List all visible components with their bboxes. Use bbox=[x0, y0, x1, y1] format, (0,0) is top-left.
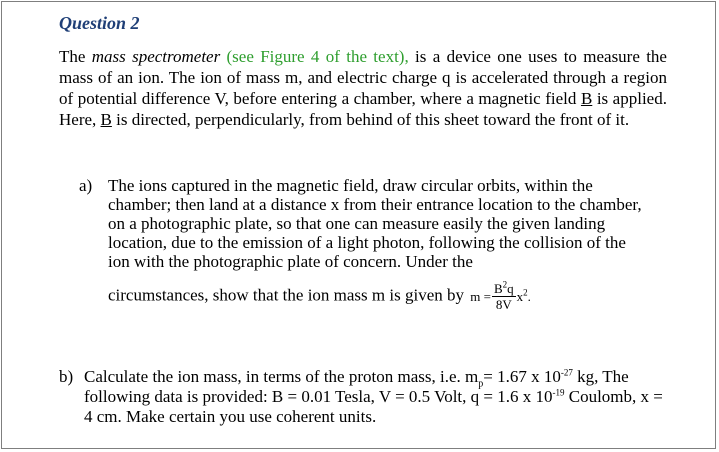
formula-tail bbox=[517, 286, 531, 307]
intro-term: mass spectrometer bbox=[91, 47, 221, 66]
part-b-text-2: = 1.67 x 10 bbox=[483, 367, 561, 386]
intro-paragraph bbox=[59, 46, 667, 130]
formula-denominator: 8V bbox=[495, 297, 512, 312]
formula-fraction bbox=[492, 281, 516, 312]
part-a-lead: circumstances, show that the ion mass m is given by bbox=[108, 285, 469, 305]
tail-exponent: 2 bbox=[523, 287, 528, 298]
numerator-base: B bbox=[493, 281, 503, 296]
mass-formula bbox=[470, 281, 531, 312]
numerator-tail: q bbox=[507, 281, 514, 296]
formula-lhs: m = bbox=[470, 289, 491, 304]
formula-end: . bbox=[527, 289, 531, 304]
tail-base: x bbox=[516, 289, 524, 304]
numerator-exponent: 2 bbox=[502, 279, 508, 290]
figure-reference: (see Figure 4 of the text), bbox=[220, 47, 409, 66]
intro-text-2: is a device one uses to measure the mass of an ion. The ion of mass m, and electric charge q is accelerated through a region of potential difference V, before entering a chamber, where a magnetic field bbox=[59, 47, 667, 108]
formula-numerator bbox=[492, 281, 516, 297]
part-b-text-4: Coulomb, x = 4 cm. Make certain you use coherent units. bbox=[84, 387, 663, 426]
proton-subscript: p bbox=[478, 378, 484, 390]
part-b-body bbox=[84, 367, 669, 427]
vector-b-2: B bbox=[100, 110, 112, 129]
vector-b-1: B bbox=[580, 89, 593, 108]
part-a-formula-line bbox=[108, 281, 649, 312]
part-b-marker: b) bbox=[59, 367, 74, 386]
part-a-marker: a) bbox=[79, 176, 93, 195]
part-a-text: The ions captured in the magnetic field, draw circular orbits, within the chamber; then land at a distance x from their entrance location to the chamber, on a photographic plate, so that one can measure easily the given landing location, due to the emission of a light photon, following the collision of the ion with the photographic plate of concern. Under the bbox=[108, 176, 642, 271]
question-title: Question 2 bbox=[59, 13, 140, 33]
intro-text-1: The bbox=[59, 47, 92, 66]
part-b bbox=[59, 367, 669, 427]
proton-mass-exponent: -27 bbox=[560, 367, 573, 378]
part-a bbox=[79, 176, 649, 312]
charge-exponent: -19 bbox=[552, 387, 565, 398]
part-b-text-3: kg, The following data is provided: B = 0.01 Tesla, V = 0.5 Volt, q = 1.6 x 10 bbox=[84, 367, 629, 406]
part-b-text-1: Calculate the ion mass, in terms of the proton mass, i.e. m bbox=[84, 367, 479, 386]
intro-text-3: is applied. Here, bbox=[59, 89, 667, 129]
part-a-body bbox=[108, 176, 649, 312]
intro-text-4: is directed, perpendicularly, from behind of this sheet toward the front of it. bbox=[111, 110, 630, 129]
